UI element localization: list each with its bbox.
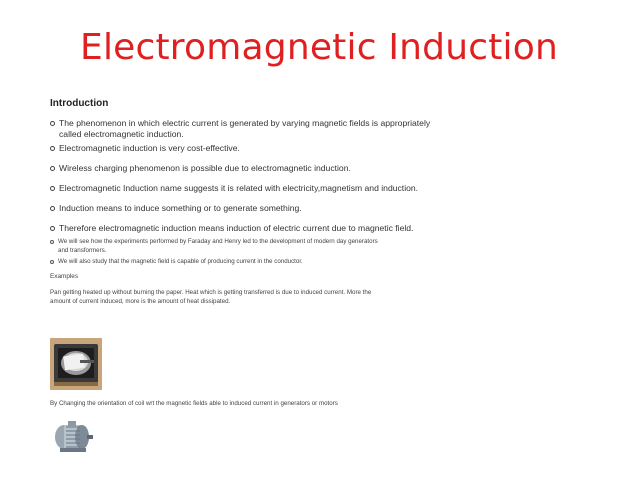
small-bullet-item: [50, 257, 450, 266]
generator-caption: By Changing the orientation of coil wrt the magnetic fields able to induced current in generators or motors: [50, 400, 338, 407]
bullet-circle-icon: [50, 146, 55, 151]
small-bullet-text: We will also study that the magnetic field is capable of producing current in the conductor.: [58, 258, 303, 265]
bullet-circle-icon: [50, 226, 55, 231]
induction-cooktop-pan-photo: [50, 338, 102, 390]
bullet-item: [50, 203, 450, 214]
introduction-heading: Introduction: [50, 98, 109, 109]
bullet-circle-icon: [50, 260, 54, 264]
slide-title: Electromagnetic Induction: [80, 27, 558, 68]
bullet-text: Wireless charging phenomenon is possible due to electromagnetic induction.: [59, 163, 351, 173]
slide-content: [50, 98, 450, 306]
examples-heading: Examples: [50, 273, 79, 280]
bullet-text: Therefore electromagnetic induction means induction of electric current due to magnetic field.: [59, 223, 414, 233]
small-bullet-text: We will see how the experiments performed by Faraday and Henry led to the development of modern day generators and transformers.: [58, 238, 378, 254]
bullet-circle-icon: [50, 206, 55, 211]
bullet-circle-icon: [50, 186, 55, 191]
bullet-circle-icon: [50, 121, 55, 126]
bullet-text: The phenomenon in which electric current is generated by varying magnetic fields is appropriately called electromagnetic induction.: [59, 118, 431, 139]
bullet-text: Electromagnetic Induction name suggests it is related with electricity,magnetism and induction.: [59, 183, 419, 193]
bullet-item: [50, 223, 450, 234]
bullet-item: [50, 183, 450, 194]
main-bullet-list: [50, 118, 450, 234]
bullet-text: Electromagnetic induction is very cost-effective.: [59, 143, 240, 153]
bullet-circle-icon: [50, 240, 54, 244]
bullet-circle-icon: [50, 166, 55, 171]
small-bullet-item: [50, 237, 388, 255]
secondary-bullet-list: [50, 237, 450, 266]
bullet-item: [50, 143, 450, 154]
bullet-text: Induction means to induce something or to generate something.: [59, 203, 302, 213]
bullet-item: [50, 163, 450, 174]
electric-motor-photo: [50, 415, 94, 455]
example-paragraph: Pan getting heated up without burning the paper. Heat which is getting transferred is due to induced current. More the amount of current induced, more is the amount of heat dissipated.: [50, 289, 372, 305]
bullet-item: [50, 118, 450, 140]
